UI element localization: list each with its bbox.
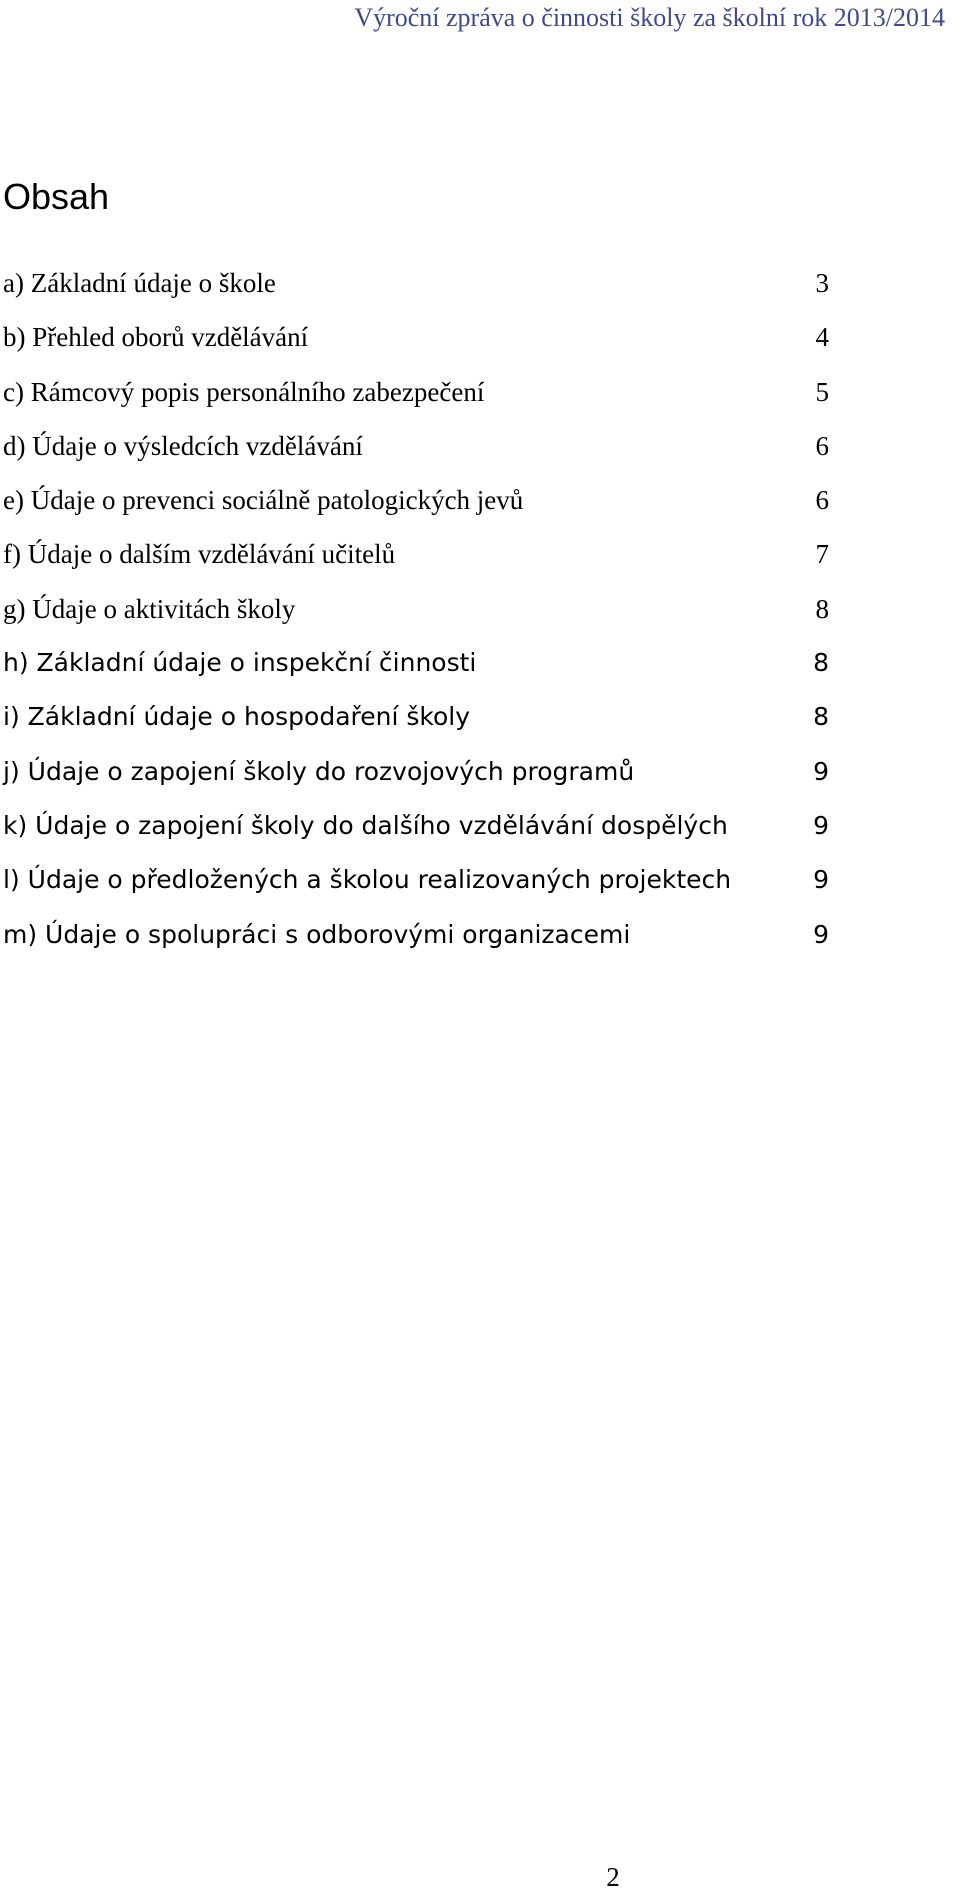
toc-entry-label: a) Základní údaje o škole (3, 268, 276, 298)
toc-entry-m[interactable] (3, 918, 829, 972)
toc-entry-e[interactable] (3, 483, 829, 537)
toc-entry-page: 6 (815, 430, 829, 461)
toc-entry-label: l) Údaje o předložených a školou realizovaných projektech (3, 865, 732, 895)
toc-entry-label: i) Základní údaje o hospodaření školy (3, 702, 471, 732)
toc-entry-k[interactable] (3, 809, 829, 863)
toc-entry-page: 9 (813, 919, 829, 949)
toc-entry-label: h) Základní údaje o inspekční činnosti (3, 648, 477, 678)
toc-entry-label: k) Údaje o zapojení školy do dalšího vzdělávání dospělých (3, 810, 728, 840)
toc-entry-page: 8 (813, 702, 829, 732)
toc-entry-label: b) Přehled oborů vzdělávání (3, 322, 309, 353)
toc-entry-label: g) Údaje o aktivitách školy (3, 593, 296, 624)
toc-entry-b[interactable] (3, 320, 829, 374)
toc-entry-label: c) Rámcový popis personálního zabezpečení (3, 376, 485, 407)
toc-entry-page: 9 (813, 756, 829, 786)
running-header: Výroční zpráva o činnosti školy za školní rok 2013/2014 (354, 3, 945, 32)
toc-entry-g[interactable] (3, 592, 829, 646)
toc-entry-h[interactable] (3, 646, 829, 700)
toc-entry-label: f) Údaje o dalším vzdělávání učitelů (3, 539, 396, 570)
toc-entry-page: 8 (815, 593, 829, 624)
toc-entry-page: 6 (815, 485, 829, 516)
table-of-contents (3, 266, 829, 972)
toc-entry-j[interactable] (3, 755, 829, 809)
page-number: 2 (606, 1862, 620, 1892)
toc-entry-page: 7 (815, 539, 829, 570)
toc-entry-page: 8 (813, 648, 829, 678)
toc-entry-i[interactable] (3, 700, 829, 754)
toc-entry-page: 9 (813, 865, 829, 895)
toc-heading: Obsah (3, 176, 110, 217)
toc-entry-d[interactable] (3, 429, 829, 483)
toc-entry-label: e) Údaje o prevenci sociálně patologických jevů (3, 485, 524, 516)
toc-entry-l[interactable] (3, 863, 829, 917)
toc-entry-label: j) Údaje o zapojení školy do rozvojových programů (3, 756, 635, 786)
toc-entry-label: d) Údaje o výsledcích vzdělávání (3, 430, 363, 461)
toc-entry-a[interactable] (3, 266, 829, 320)
toc-entry-f[interactable] (3, 537, 829, 591)
toc-entry-page: 4 (815, 322, 829, 353)
toc-entry-c[interactable] (3, 375, 829, 429)
toc-entry-page: 3 (815, 268, 829, 298)
toc-entry-page: 9 (813, 810, 829, 840)
toc-entry-label: m) Údaje o spolupráci s odborovými organizacemi (3, 919, 631, 949)
toc-entry-page: 5 (815, 376, 829, 407)
